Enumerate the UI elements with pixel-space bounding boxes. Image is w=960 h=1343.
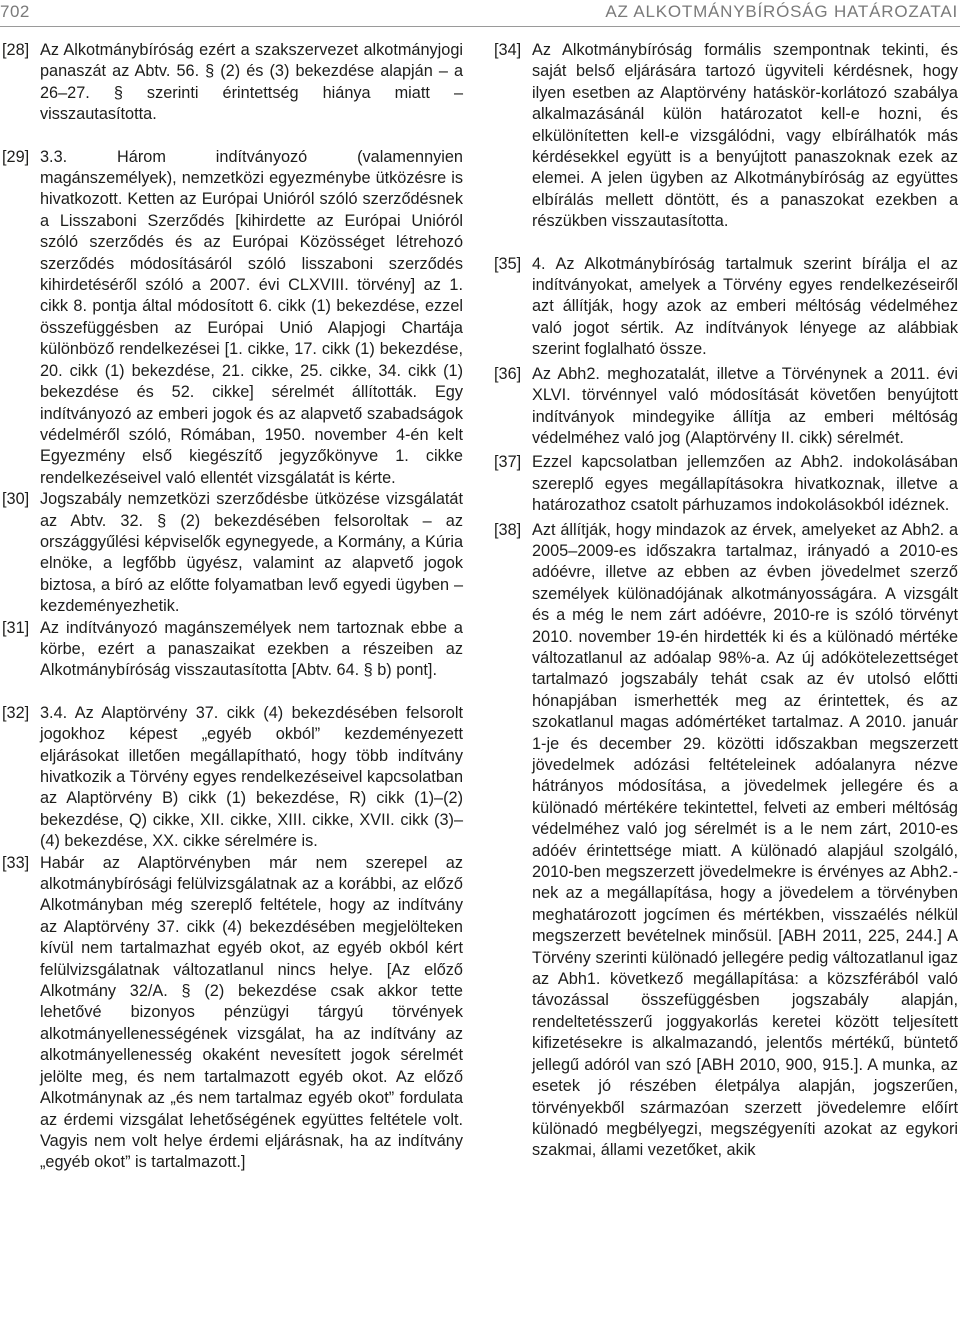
paragraph-number: [33] [2,853,30,872]
running-title: AZ ALKOTMÁNYBÍRÓSÁG HATÁROZATAI [605,2,958,21]
paragraph-text: Az indítványozó magánszemélyek nem tartoznak ebbe a körbe, ezért a panaszaikat ezekben a részeiben az Alkotmánybíróság visszautasította [Abtv. 64. § b) pont]. [40,618,463,680]
paragraph-number: [36] [494,364,522,383]
paragraph-31 [2,618,463,682]
paragraph-30 [2,489,463,617]
paragraph-29 [2,147,463,490]
right-column [494,40,958,1162]
paragraph-36 [494,364,958,450]
paragraph-number: [38] [494,520,522,539]
paragraph-28 [2,40,463,126]
page-number: 702 [0,2,30,21]
paragraph-text: Az Alkotmánybíróság formális szempontnak tekinti, és saját belső eljárására tartozó ügyviteli kérdésnek, hogy ilyen esetben az Alaptörvény hatáskör-korlátozó szabálya alkalmazásánál külön határozatot kell-e hozni, és elkülönítetten kell-e vizsgálódni, vagy elbírálhatók más kérdésekkel együtt is a benyújtott panaszoknak ezek az elemei. A jelen ügyben az Alkotmánybíróság az együttes elbírálás mellett döntött, és a panaszokat ezekben a részükben visszautasította. [532,41,958,231]
paragraph-number: [35] [494,254,522,273]
paragraph-number: [37] [494,453,522,472]
paragraph-text: Az Abh2. meghozatalát, illetve a Törvénynek a 2011. évi XLVI. törvénnyel való módosítását követően benyújtott indítványok mindegyike állítja az emberi méltóság védelméhez való jog (Alaptörvény II. cikk) sérelmét. [532,364,958,447]
paragraph-number: [28] [2,41,30,59]
paragraph-text: Azt állítják, hogy mindazok az érvek, amelyeket az Abh2. a 2005–2009-es időszakra tartalmaz, irányadó a 2010-es adóévre, illetve az ebben az évben jövedelmet szerző személyek különadójának alkotmányosságára. A vizsgált és a még le nem zárt adóévre, 2010-re is szóló törvényt 2010. november 19-én hirdették ki és a különadó mértéke változatlanul az adóalap 98%-a. Az új adókötelezettséget tartalmazó jogszabály tehát csak az év utolsó előtti hónapjában ismerhették meg az érintettek, és az szokatlanul magas adómértéket tartalmaz. A 2010. január 1-je és december 29. közötti időszakban megszerzett jövedelmek adózási feltételeinek adóalanyra nézve hátrányos módosítása, a jövedelmek jellegére és a különadó mértékére tekintettel, felveti az emberi méltóság védelméhez való jog sérelmét is a le nem zárt, 2010-es adóév érintettsége miatt. A különadó alapjául szolgáló, 2010-ben megszerzett jövedelmekre is érvényes az Abh2.-nek az a megállapítása, hogy a jövedelem a törvényben meghatározott jogcímen és mértékben, visszaélés nélkül megszerzett bevételnek minősül. [ABH 2011, 225, 244.] A Törvény szerinti különadó jellegére pedig változatlanul igaz az Abh1. következő megállapítása: a közszférából való távozással összefüggésben jogszabály alapján, rendeltetésszerű joggyakorlás keretei között teljesített kifizetésekre is alkalmazandó, jelentős mértékű, büntető jellegű adóról van szó [ABH 2010, 900, 915.]. A munka, az esetek jó részében életpálya alapján, jogszerűen, törvényekből származóan szerzett jövedelemre előírt különadó megbélyegzi, megszégyeníti azokat az egykori szakmai, állami vezetőket, akik [532,520,958,1160]
paragraph-text: 4. Az Alkotmánybíróság tartalmuk szerint bírálja el az indítványokat, amelyek a Törvény egyes rendelkezéseiről azt állítják, hogy azok az emberi méltóság védelméhez való jogot sértik. Az indítványok lényege az alábbiak szerint foglalható össze. [532,254,958,359]
paragraph-number: [29] [2,147,30,166]
paragraph-number: [34] [494,41,522,59]
paragraph-38 [494,520,958,1162]
paragraph-34 [494,40,958,233]
paragraph-text: Az Alkotmánybíróság ezért a szakszervezet alkotmányjogi panaszát az Abtv. 56. § (2) és (3) bekezdése alapján – a 26–27. § szerinti érintettség hiánya miatt – visszautasította. [40,41,463,124]
paragraph-37 [494,452,958,516]
paragraph-number: [32] [2,703,30,722]
header-rule [0,26,960,27]
paragraph-32 [2,703,463,853]
paragraph-text: 3.3. Három indítványozó (valamennyien magánszemélyek), nemzetközi egyezménybe ütközésre is hivatkozott. Ketten az Európai Unióról szóló szerződésnek a Lisszaboni Szerződés [kihirdette az Európai Unióról szóló szerződés és az Európai Közösséget létrehozó szerződés módosításáról szóló lisszaboni szerződés kihirdetéséről szóló a 2007. évi CLXVIII. törvény] az 1. cikk 8. pontja által módosított 6. cikk (1) bekezdése, ezzel összefüggésben az Európai Unió Alapjogi Chartája különböző rendelkezései [1. cikke, 17. cikk (1) bekezdése, 20. cikk (1) bekezdése, 21. cikke, 25. cikke, 34. cikk (1) bekezdése és 52. cikke] sérelmét állították. Egy indítványozó az emberi jogok és az alapvető szabadságok védelméről szóló, Rómában, 1950. november 4-én kelt Egyezmény első kiegészítő jegyzőkönyve 1. cikke rendelkezéseivel való ellentét vizsgálatát is kérte. [40,147,463,487]
paragraph-number: [31] [2,618,30,637]
paragraph-35 [494,254,958,361]
paragraph-text: Ezzel kapcsolatban jellemzően az Abh2. indokolásában szereplő egyes megállapításokra hivatkoznak, illetve a határozathoz csatolt párhuzamos indokolásokból idéznek. [532,453,958,515]
paragraph-33 [2,853,463,1174]
paragraph-number: [30] [2,490,30,509]
paragraph-text: Jogszabály nemzetközi szerződésbe ütközése vizsgálatát az Abtv. 32. § (2) bekezdésében felsoroltak – az országgyűlési képviselők egynegyede, a Kormány, a Kúria elnöke, a legfőbb ügyész, valamint az alapvető jogok biztosa, a bíró az előtte folyamatban levő egyedi ügyben – kezdeményezhetik. [40,490,463,616]
paragraph-text: 3.4. Az Alaptörvény 37. cikk (4) bekezdésében felsorolt jogokhoz képest „egyéb okból” kezdeményezett eljárásokat illetően megállapítható, hogy több indítvány hivatkozik a Törvény egyes rendelkezéseivel kapcsolatban az Alaptörvény B) cikk (1) bekezdése, R) cikk (1)–(2) bekezdése, Q) cikke, XII. cikke, XIII. cikke, XVII. cikk (3)–(4) bekezdése, XX. cikke sérelmére is. [40,703,463,851]
left-column [2,40,463,1174]
page-header [0,0,960,28]
paragraph-text: Habár az Alaptörvényben már nem szerepel az alkotmánybírósági felülvizsgálatnak az a korábbi, az előző Alkotmányban még szereplő feltétele, hogy az indítvány az Alaptörvény 37. cikk (4) bekezdésében megjelölteken kívül nem tartalmazhat egyéb okot, az egyéb okból kért felülvizsgálatnak változatlanul nincs helye. [Az előző Alkotmány 32/A. § (2) bekezdése csak akkor tette lehetővé bizonyos pénzügyi tárgyú törvények alkotmányellenességének vizsgálat, ha az indítvány az alkotmányellenesség okaként nevesített jogok sérelmét jelölte meg, és nem tartalmazott egyéb okot. Az előző Alkotmánynak az „és nem tartalmaz egyéb okot” fordulata az érdemi vizsgálat lehetőségének együttes feltétele volt. Vagyis nem volt helye érdemi eljárásnak, ha az indítvány „egyéb okot” is tartalmazott.] [40,853,463,1172]
